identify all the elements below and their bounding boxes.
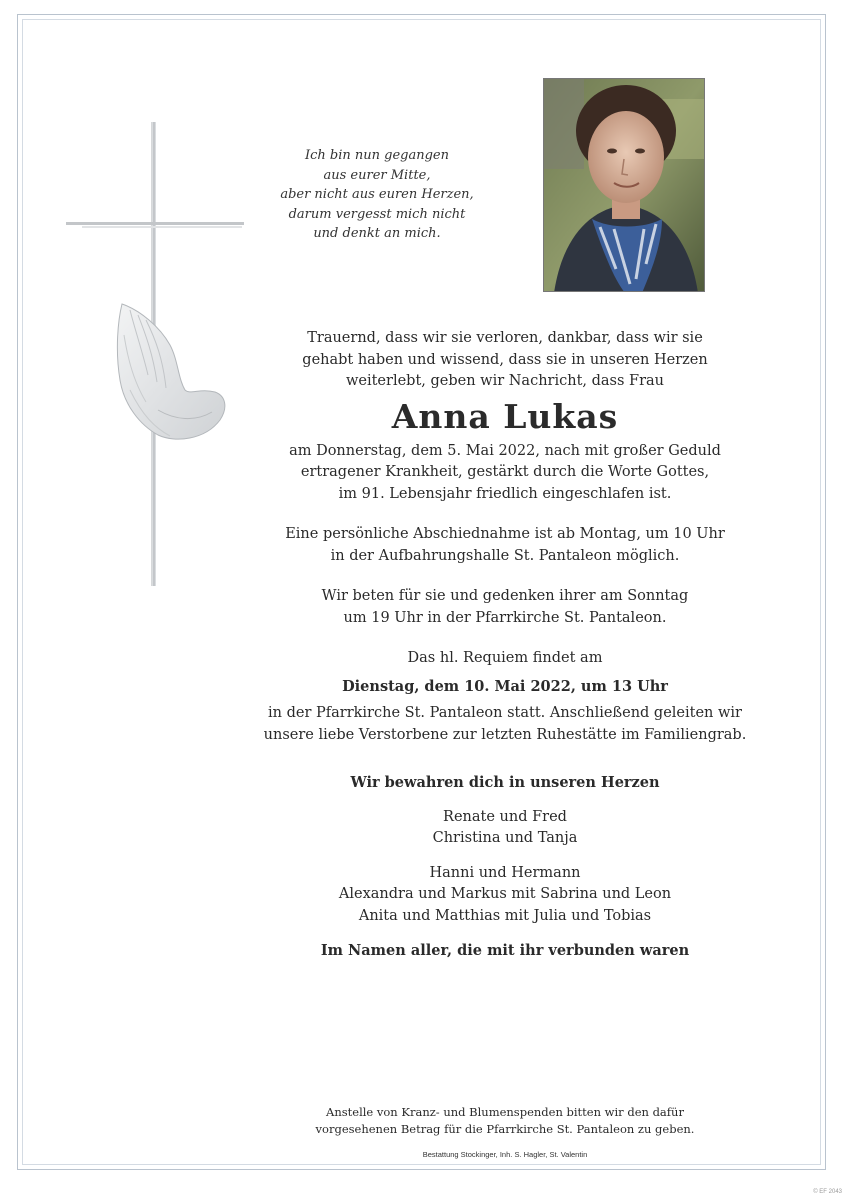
requiem-intro: Das hl. Requiem findet am xyxy=(407,650,603,666)
obituary-main-text xyxy=(240,328,770,962)
portrait-photo xyxy=(543,78,705,292)
quote-line: aber nicht aus euren Herzen, xyxy=(280,187,474,202)
death-notice-line: im 91. Lebensjahr friedlich eingeschlafen ist. xyxy=(338,485,672,502)
undertaker-credit: Bestattung Stockinger, Inh. S. Hagler, St. Valentin xyxy=(422,1150,588,1159)
deceased-name: Anna Lukas xyxy=(391,396,619,436)
requiem-line: in der Pfarrkirche St. Pantaleon statt. Anschließend geleiten wir xyxy=(268,705,742,721)
mourner-name: Renate und Fred xyxy=(443,808,567,825)
praying-hands-icon xyxy=(117,304,224,439)
cross-icon xyxy=(60,120,250,590)
quote-line: Ich bin nun gegangen xyxy=(304,148,449,163)
mourner-name: Alexandra und Markus mit Sabrina und Leon xyxy=(338,886,672,902)
quote-line: und denkt an mich. xyxy=(313,226,441,241)
memorial-quote xyxy=(262,146,492,244)
donation-note xyxy=(240,1104,770,1138)
intro-line: gehabt haben und wissend, dass sie in unseren Herzen xyxy=(302,351,708,368)
requiem-date: Dienstag, dem 10. Mai 2022, um 13 Uhr xyxy=(342,677,668,695)
requiem-line: unsere liebe Verstorbene zur letzten Ruhestätte im Familiengrab. xyxy=(263,726,747,743)
mourner-name: Anita und Matthias mit Julia und Tobias xyxy=(358,907,652,924)
death-notice-line: am Donnerstag, dem 5. Mai 2022, nach mit großer Geduld xyxy=(289,442,721,459)
farewell-line: in der Aufbahrungshalle St. Pantaleon möglich. xyxy=(330,547,680,564)
quote-line: darum vergesst mich nicht xyxy=(288,206,466,222)
farewell-line: Eine persönliche Abschiednahme ist ab Montag, um 10 Uhr xyxy=(285,526,725,542)
mourners-heading: Wir bewahren dich in unseren Herzen xyxy=(350,774,660,791)
death-notice-line: ertragener Krankheit, gestärkt durch die Worte Gottes, xyxy=(300,464,710,480)
quote-line: aus eurer Mitte, xyxy=(323,167,431,183)
intro-line: weiterlebt, geben wir Nachricht, dass Frau xyxy=(345,373,665,389)
prayer-line: Wir beten für sie und gedenken ihrer am Sonntag xyxy=(321,588,689,604)
mourners-closing: Im Namen aller, die mit ihr verbunden waren xyxy=(320,942,690,959)
donation-line: vorgesehenen Betrag für die Pfarrkirche St. Pantaleon zu geben. xyxy=(315,1122,695,1136)
mourner-name: Christina und Tanja xyxy=(432,830,578,846)
prayer-line: um 19 Uhr in der Pfarrkirche St. Pantaleon. xyxy=(343,609,667,626)
donation-line: Anstelle von Kranz- und Blumenspenden bitten wir den dafür xyxy=(326,1105,684,1119)
mourner-name: Hanni und Hermann xyxy=(429,864,581,881)
cross-with-praying-hands xyxy=(60,120,250,590)
corner-mark: © EF 2043 xyxy=(813,1189,842,1195)
intro-line: Trauernd, dass wir sie verloren, dankbar, dass wir sie xyxy=(307,330,703,346)
